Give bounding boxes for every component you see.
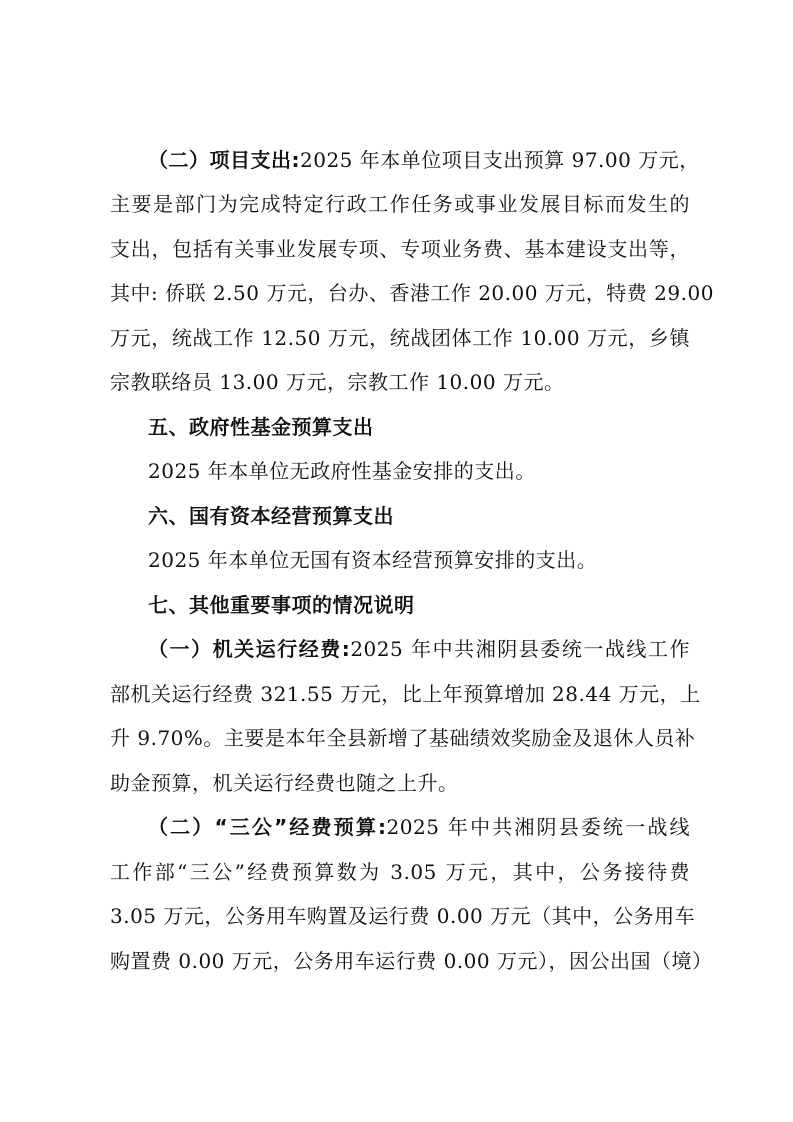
paragraph-line: 宗教联络员 13.00 万元，宗教工作 10.00 万元。	[110, 370, 565, 394]
paragraph-line: 2025 年本单位无政府性基金安排的支出。	[148, 459, 536, 483]
paragraph-line: 其中: 侨联 2.50 万元，台办、香港工作 20.00 万元，特费 29.00	[110, 281, 714, 305]
section-heading: 七、其他重要事项的情况说明	[148, 593, 415, 617]
paragraph-lead: （一）机关运行经费:	[148, 637, 351, 661]
paragraph-line: 助金预算，机关运行经费也随之上升。	[110, 771, 459, 795]
paragraph-line	[148, 637, 690, 661]
paragraph-text: 2025 年本单位项目支出预算 97.00 万元，	[300, 148, 700, 172]
paragraph-line: 2025 年本单位无国有资本经营预算安排的支出。	[148, 548, 598, 572]
section-heading: 六、国有资本经营预算支出	[148, 504, 394, 528]
paragraph-line: 3.05 万元，公务用车购置及运行费 0.00 万元（其中，公务用车	[110, 904, 696, 928]
section-heading: 五、政府性基金预算支出	[148, 415, 374, 439]
paragraph-line: 部机关运行经费 321.55 万元，比上年预算增加 28.44 万元，上	[110, 682, 701, 706]
paragraph-line	[148, 815, 690, 839]
paragraph-lead: （二）“三公”经费预算:	[148, 815, 387, 839]
paragraph-line: 支出，包括有关事业发展专项、专项业务费、基本建设支出等，	[110, 237, 690, 261]
paragraph-text: 2025 年中共湘阴县委统一战线	[386, 815, 690, 839]
paragraph-line: 万元，统战工作 12.50 万元，统战团体工作 10.00 万元，乡镇	[110, 326, 690, 350]
paragraph-lead: （二）项目支出:	[148, 148, 300, 172]
paragraph-line: 升 9.70%。主要是本年全县新增了基础绩效奖励金及退休人员补	[110, 726, 696, 750]
paragraph-line: 购置费 0.00 万元，公务用车运行费 0.00 万元），因公出国（境）	[110, 949, 713, 973]
paragraph-text: 2025 年中共湘阴县委统一战线工作	[350, 637, 691, 661]
paragraph-line: 主要是部门为完成特定行政工作任务或事业发展目标而发生的	[110, 192, 690, 216]
paragraph-line	[148, 148, 700, 172]
paragraph-line: 工作部“三公”经费预算数为 3.05 万元，其中，公务接待费	[110, 860, 690, 884]
